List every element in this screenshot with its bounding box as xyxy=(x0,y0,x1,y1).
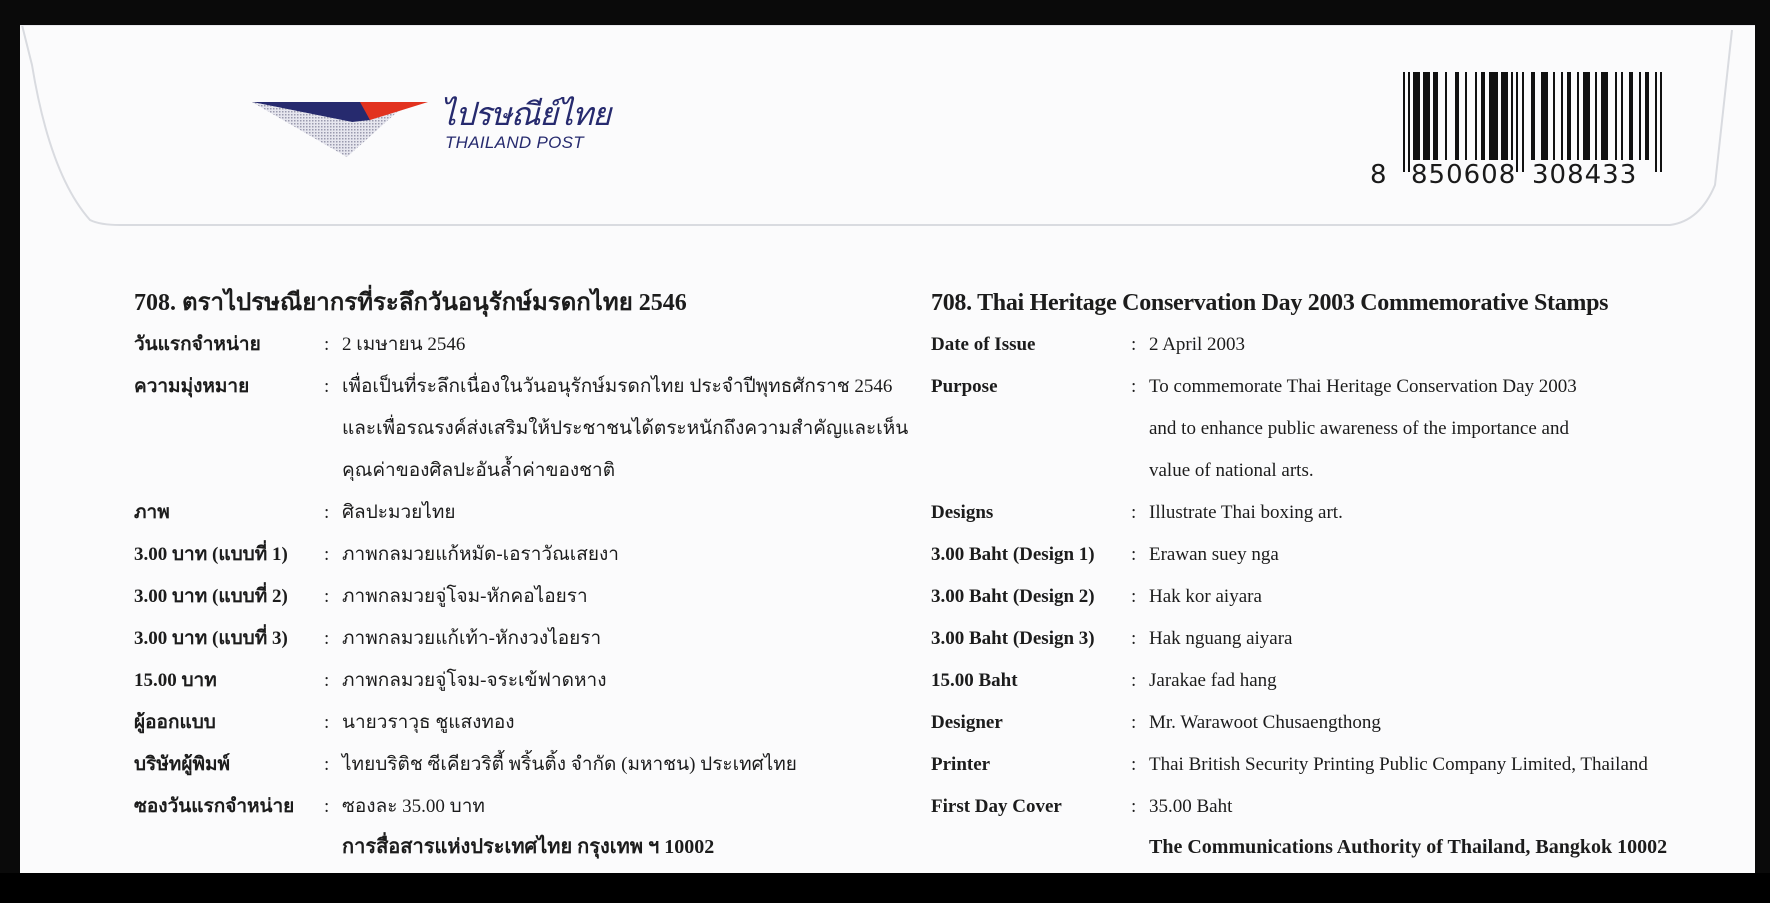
paper-plane-logo-icon xyxy=(252,102,452,162)
separator: : xyxy=(1131,586,1137,607)
thai-title: 708. ตราไปรษณียากรที่ระลึกวันอนุรักษ์มรดกไทย 2546 xyxy=(134,290,687,316)
row-value: Jarakae fad hang xyxy=(1149,670,1277,691)
row-value: 2 เมษายน 2546 xyxy=(342,334,466,355)
thai-info-column xyxy=(134,288,909,866)
value-line: และเพื่อรณรงค์ส่งเสริมให้ประชาชนได้ตระหนักถึงความสำคัญและเห็น xyxy=(342,418,909,439)
row-label: ผู้ออกแบบ xyxy=(134,712,216,733)
thai-row-purpose xyxy=(134,366,909,492)
english-title: 708. Thai Heritage Conservation Day 2003 Commemorative Stamps xyxy=(931,290,1609,316)
separator: : xyxy=(1131,712,1137,733)
row-value: Thai British Security Printing Public Company Limited, Thailand xyxy=(1149,754,1648,775)
separator: : xyxy=(1131,796,1137,817)
english-issuer: The Communications Authority of Thailand, Bangkok 10002 xyxy=(1149,836,1668,858)
en-row-design-1 xyxy=(931,534,1651,576)
row-label: Designs xyxy=(931,502,994,523)
logo-english-text: THAILAND POST xyxy=(445,133,584,152)
value-line: value of national arts. xyxy=(1149,460,1314,481)
en-row-design-2 xyxy=(931,576,1651,618)
row-label: วันแรกจำหน่าย xyxy=(134,334,261,355)
separator: : xyxy=(324,502,330,523)
row-label: ภาพ xyxy=(134,502,170,523)
separator: : xyxy=(1131,544,1137,565)
row-value: ศิลปะมวยไทย xyxy=(342,502,456,523)
en-row-designer xyxy=(931,702,1651,744)
row-value: ภาพกลมวยจู่โจม-จระเข้ฟาดหาง xyxy=(342,670,607,691)
row-value: Hak kor aiyara xyxy=(1149,586,1262,607)
scan-background-edge xyxy=(0,873,1770,903)
separator: : xyxy=(324,334,330,355)
en-row-15-baht xyxy=(931,660,1651,702)
row-value: Illustrate Thai boxing art. xyxy=(1149,502,1343,523)
row-value: นายวราวุธ ชูแสงทอง xyxy=(342,712,515,733)
thai-row-design-theme xyxy=(134,492,894,534)
en-row-date-of-issue xyxy=(931,324,1651,366)
row-label: 15.00 Baht xyxy=(931,670,1018,691)
separator: : xyxy=(324,376,330,397)
thai-row-first-day-cover xyxy=(134,786,894,828)
value-line: เพื่อเป็นที่ระลึกเนื่องในวันอนุรักษ์มรดกไทย ประจำปีพุทธศักราช 2546 xyxy=(342,376,893,397)
row-value: Mr. Warawoot Chusaengthong xyxy=(1149,712,1381,733)
separator: : xyxy=(1131,376,1137,397)
separator: : xyxy=(324,628,330,649)
row-value: Hak nguang aiyara xyxy=(1149,628,1293,649)
row-value: ไทยบริติช ซีเคียวริตี้ พริ้นติ้ง จำกัด (มหาชน) ประเทศไทย xyxy=(342,754,797,775)
separator: : xyxy=(324,586,330,607)
thai-row-design-1 xyxy=(134,534,894,576)
row-label: 3.00 บาท (แบบที่ 2) xyxy=(134,586,288,607)
separator: : xyxy=(1131,628,1137,649)
row-value: ภาพกลมวยแก้หมัด-เอราวัณเสยงา xyxy=(342,544,619,565)
en-row-printer xyxy=(931,744,1651,786)
row-value: ภาพกลมวยแก้เท้า-หักงวงไอยรา xyxy=(342,628,602,649)
barcode xyxy=(1395,72,1675,160)
row-value: ซองละ 35.00 บาท xyxy=(342,796,485,817)
row-value xyxy=(342,366,908,492)
row-label: Designer xyxy=(931,712,1003,733)
row-value: 35.00 Baht xyxy=(1149,796,1233,817)
separator: : xyxy=(1131,502,1137,523)
thai-row-printer xyxy=(134,744,894,786)
thai-row-date xyxy=(134,324,894,366)
barcode-lead-digit: 8 xyxy=(1370,160,1388,190)
row-label: 15.00 บาท xyxy=(134,670,217,691)
separator: : xyxy=(324,796,330,817)
logo-thai-text: ไปรษณีย์ไทย xyxy=(440,95,611,133)
thai-row-15-baht xyxy=(134,660,894,702)
separator: : xyxy=(1131,670,1137,691)
value-line: คุณค่าของศิลปะอันล้ำค่าของชาติ xyxy=(342,460,616,481)
value-line: and to enhance public awareness of the importance and xyxy=(1149,418,1569,439)
row-label: 3.00 บาท (แบบที่ 1) xyxy=(134,544,288,565)
row-label: 3.00 Baht (Design 1) xyxy=(931,544,1095,565)
row-label: 3.00 Baht (Design 2) xyxy=(931,586,1095,607)
separator: : xyxy=(324,754,330,775)
row-value: 2 April 2003 xyxy=(1149,334,1246,355)
en-row-purpose xyxy=(931,366,1651,492)
row-label: Date of Issue xyxy=(931,334,1036,355)
en-row-first-day-cover xyxy=(931,786,1651,828)
en-row-designs xyxy=(931,492,1651,534)
row-value: ภาพกลมวยจู่โจม-หักคอไอยรา xyxy=(342,586,588,607)
thai-row-designer xyxy=(134,702,894,744)
row-label: First Day Cover xyxy=(931,796,1062,817)
row-label: ความมุ่งหมาย xyxy=(134,376,250,397)
en-row-design-3 xyxy=(931,618,1651,660)
separator: : xyxy=(324,670,330,691)
row-label: 3.00 บาท (แบบที่ 3) xyxy=(134,628,288,649)
separator: : xyxy=(1131,334,1137,355)
row-label: Purpose xyxy=(931,376,998,397)
barcode-group-2: 308433 xyxy=(1532,160,1638,190)
row-value xyxy=(1149,366,1651,492)
row-label: Printer xyxy=(931,754,991,775)
value-line: To commemorate Thai Heritage Conservation Day 2003 xyxy=(1149,376,1577,397)
row-label: 3.00 Baht (Design 3) xyxy=(931,628,1095,649)
separator: : xyxy=(324,544,330,565)
thai-row-design-2 xyxy=(134,576,894,618)
separator: : xyxy=(324,712,330,733)
barcode-bars-icon xyxy=(1395,72,1675,172)
separator: : xyxy=(1131,754,1137,775)
row-value: Erawan suey nga xyxy=(1149,544,1279,565)
row-label: ซองวันแรกจำหน่าย xyxy=(134,796,295,817)
thai-issuer: การสื่อสารแห่งประเทศไทย กรุงเทพ ฯ 10002 xyxy=(342,836,715,858)
row-label: บริษัทผู้พิมพ์ xyxy=(134,754,231,775)
english-info-column xyxy=(931,288,1668,866)
thai-row-design-3 xyxy=(134,618,894,660)
barcode-group-1: 850608 xyxy=(1411,160,1517,190)
